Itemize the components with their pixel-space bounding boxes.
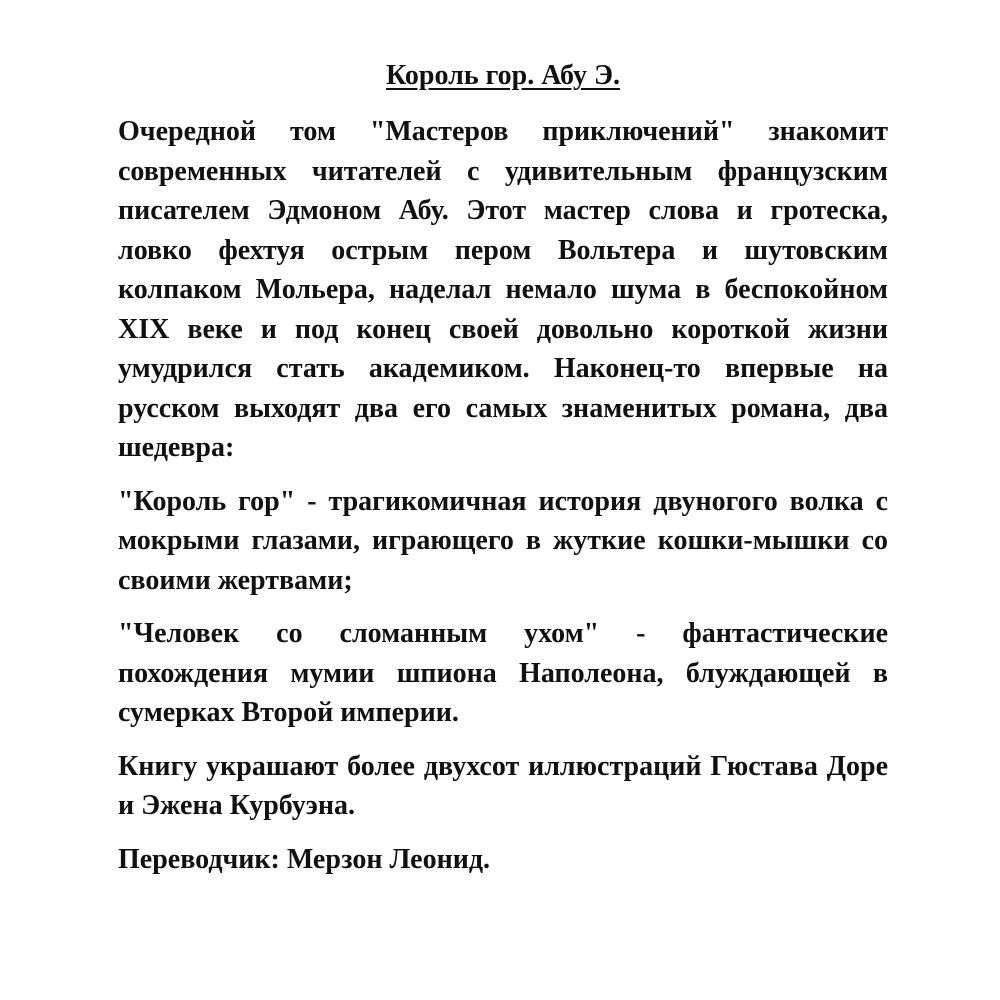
paragraph-translator: Переводчик: Мерзон Леонид. (118, 843, 491, 875)
paragraph-king-of-mountains: "Король гор" - трагикомичная история двуногого волка с мокрыми глазами, играющего в жуткие кошки-мышки со своими жертвами; (118, 485, 888, 596)
paragraph-description: Очередной том "Мастеров приключений" знакомит современных читателей с удивительным французским писателем Эдмоном Абу. Этот мастер слова и гротеска, ловко фехтуя острым пером Вольтера и шутовским колпаком Мольера, наделал немало шума в беспокойном XIX веке и под конец своей довольно короткой жизни умудрился стать академиком. Наконец-то впервые на русском выходят два его самых знаменитых романа, два шедевра: (118, 116, 888, 463)
paragraph-man-with-broken-ear: "Человек со сломанным ухом" - фантастические похождения мумии шпиона Наполеона, блуждающей в сумерках Второй империи. (118, 618, 888, 728)
document-page (118, 58, 888, 893)
title-text: Король гор. Абу Э. (386, 60, 620, 91)
document-title (118, 58, 888, 94)
paragraph-illustrations: Книгу украшают более двухсот иллюстраций Гюстава Доре и Эжена Курбуэна. (118, 750, 888, 821)
